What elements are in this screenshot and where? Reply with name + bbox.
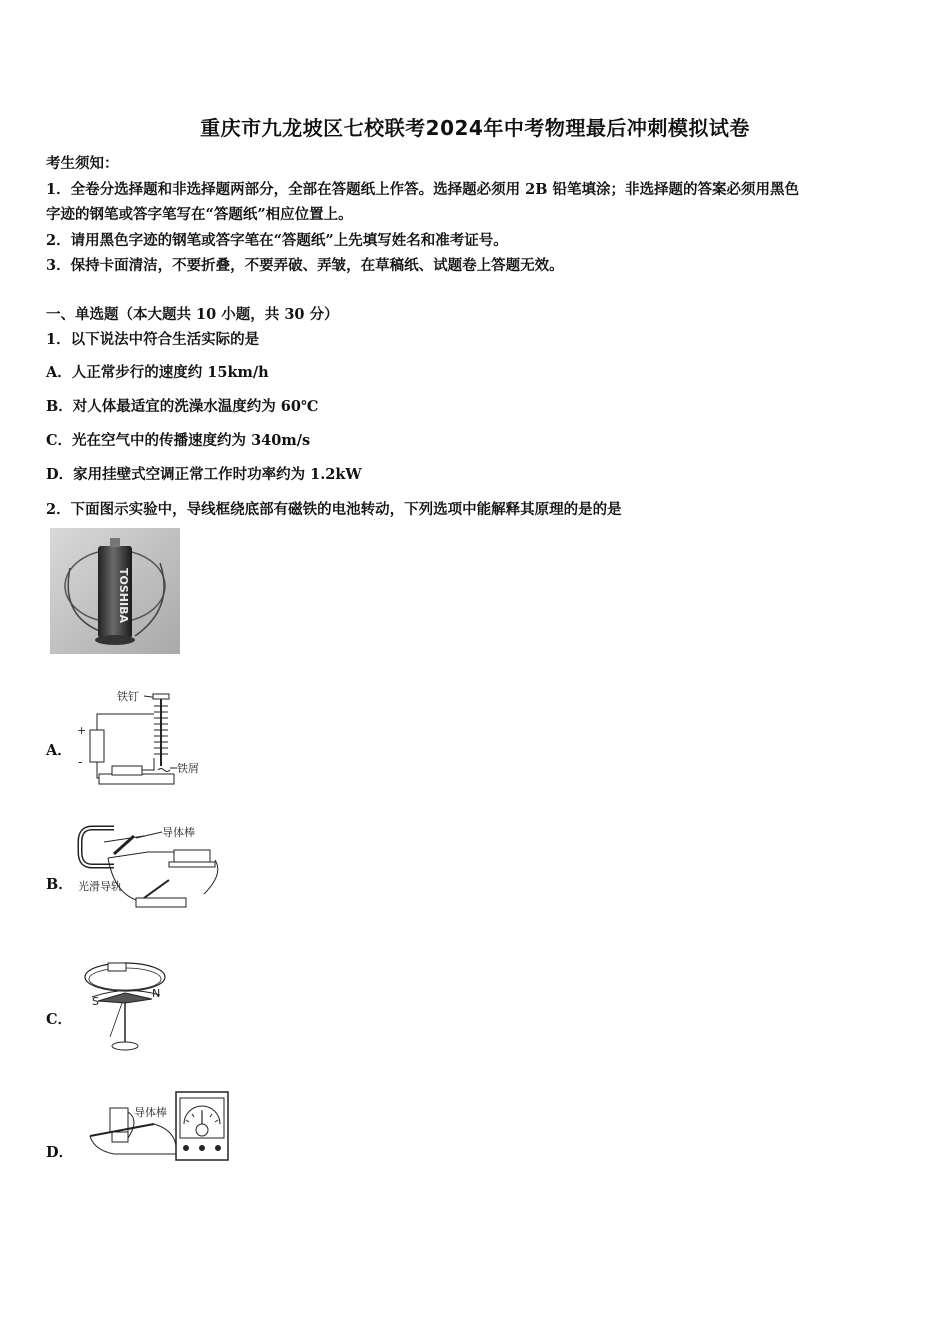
nail-label: 铁钉 [117, 690, 139, 703]
question-1-option-d: D．家用挂壁式空调正常工作时功率约为 1.2kW [46, 466, 362, 483]
conductor-d-label: 导体棒 [134, 1106, 167, 1119]
battery-photo [50, 528, 180, 654]
question-2-option-d-label: D． [46, 1144, 74, 1161]
conductor-label: 导体棒 [162, 826, 195, 839]
question-2-stem: 2．下面图示实验中，导线框绕底部有磁铁的电池转动，下列选项中能解释其原理的是的是 [46, 501, 622, 518]
conductor-rail-figure [74, 822, 224, 914]
notice-heading: 考生须知： [46, 155, 119, 172]
notice-item-1-line-2: 字迹的钢笔或答字笔写在“答题纸”相应位置上。 [46, 206, 353, 223]
notice-item-2: 2．请用黑色字迹的钢笔或答字笔在“答题纸”上先填写姓名和准考证号。 [46, 232, 508, 249]
section-heading: 一、单选题（本大题共 10 小题，共 30 分） [46, 306, 339, 323]
question-2-option-a-label: A． [46, 742, 72, 759]
battery-brand: TOSHIBA [117, 568, 130, 623]
notice-item-1-line-1: 1．全卷分选择题和非选择题两部分，全部在答题纸上作答。选择题必须用 2B 铅笔填涂；非选择题的答案必须用黑色 [46, 181, 800, 198]
page-title: 重庆市九龙坡区七校联考2024年中考物理最后冲刺模拟试卷 [200, 116, 750, 140]
compass-coil-figure [80, 955, 170, 1055]
minus-sign: - [78, 755, 83, 769]
north-pole: N [152, 987, 161, 1000]
question-1-stem: 1．以下说法中符合生活实际的是 [46, 331, 260, 348]
plus-sign: + [77, 724, 87, 737]
notice-item-3: 3．保持卡面清洁，不要折叠，不要弄破、弄皱，在草稿纸、试题卷上答题无效。 [46, 257, 564, 274]
question-2-option-b-label: B． [46, 876, 73, 893]
galvanometer-figure [84, 1090, 240, 1166]
rail-label: 光滑导轨 [78, 880, 122, 893]
south-pole: S [92, 995, 99, 1008]
question-1-option-c: C．光在空气中的传播速度约为 340m/s [46, 432, 311, 449]
filings-label: 铁屑 [177, 762, 199, 775]
question-1-option-b: B．对人体最适宜的洗澡水温度约为 60℃ [46, 398, 319, 415]
electromagnet-figure [74, 686, 204, 792]
question-2-option-c-label: C． [46, 1011, 73, 1028]
question-1-option-a: A．人正常步行的速度约 15km/h [46, 364, 269, 381]
